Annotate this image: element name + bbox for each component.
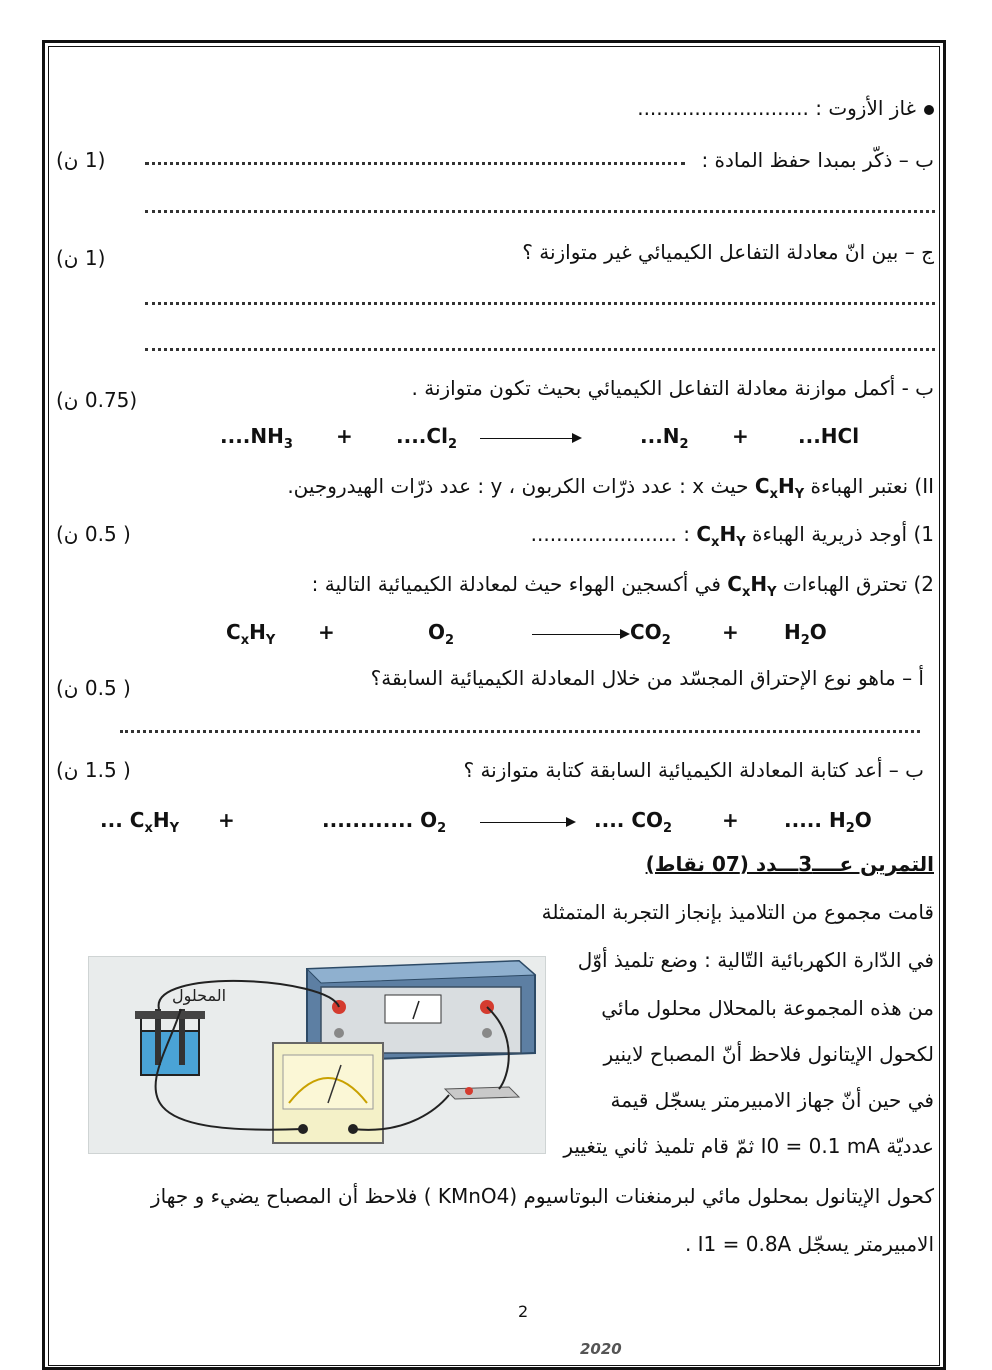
answer-dots [120,726,920,733]
points-label: (1 ن) [56,148,106,172]
exercise-3-text: في الدّارة الكهربائية التّالية : وضع تلميذ أوّل [577,948,934,972]
eq2-reactant-1: $C_xH_Y$ [226,620,276,648]
points-label: ( 0.5 ن) [56,676,131,700]
question-b: ب – أعد كتابة المعادلة الكيميائية السابقة كتابة متوازنة ؟ [463,758,924,782]
question-1: 1) أوجد ذريرية الهباءة $C_xH_Y$ : ....................... [530,522,934,550]
mass-conservation-question: ب – ذكّر بمبدا حفظ المادة : [701,148,934,172]
circuit-diagram-icon [89,957,545,1153]
exercise-3-text: لكحول الإيتانول فلاحظ أنّ المصباح لاينير [603,1042,934,1066]
exercise-3-text: قامت مجموع من التلاميذ بإنجاز التجربة المتمثلة [541,900,934,924]
eq3-product-1: .... $CO_2$ [594,808,673,836]
solution-label: المحلول [171,986,227,1005]
exercise-3-text: عدديّة I0 = 0.1 mA ثمّ قام تلميذ ثاني يتغيير [563,1134,934,1158]
points-label: ( 1.5 ن) [56,758,131,782]
eq2-plus: + [722,620,739,644]
bullet-icon [924,105,934,115]
exercise-3-text: كحول الإيتانول بمحلول مائي لبرمنغنات البوتاسيوم (KMnO4 ) فلاحظ أن المصباح يضيء و جهاز [150,1184,934,1208]
question-a: أ – ماهو نوع الإحتراق المجسّد من خلال المعادلة الكيميائية السابقة؟ [370,666,924,690]
eq2-reactant-2: $O_2$ [428,620,455,648]
reaction-arrow-icon [480,822,574,823]
eq2-product-1: $CO_2$ [630,620,671,648]
eq3-product-2: ..... $H_2O$ [784,808,872,836]
balance-question: ج – بين انّ معادلة التفاعل الكيميائي غير متوازنة ؟ [522,240,934,264]
exercise-3-text: الامبيرمتر يسجّل I1 = 0.8A . [684,1232,934,1256]
points-label: (0.75 ن) [56,388,138,412]
eq3-plus: + [722,808,739,832]
reaction-arrow-icon [532,634,628,635]
page-number: 2 [518,1302,529,1321]
exercise-3-title: التمرين عــــ3ـــدد (07 نقاط) [645,852,934,876]
complete-balance-question: ب - أكمل موازنة معادلة التفاعل الكيميائي بحيث تكون متوازنة . [411,376,934,400]
eq3-reactant-1: ... $C_xH_Y$ [100,808,180,836]
question-2: 2) تحترق الهباءات $C_xH_Y$ في أكسجين الهواء حيث لمعادلة الكيميائية التالية : [311,572,934,600]
eq1-product-2: ...HCl [798,424,860,448]
eq1-plus: + [732,424,749,448]
points-label: (1 ن) [56,246,106,270]
hydrocarbon-formula: $C_xH_Y$ [696,522,746,550]
reaction-arrow-icon [480,438,580,439]
answer-dots [145,298,935,305]
eq2-product-2: $H_2O$ [784,620,827,648]
eq1-reactant-1: $....NH_3$ [220,424,293,452]
year-stamp: 2020 [580,1340,622,1358]
eq1-plus: + [336,424,353,448]
eq3-reactant-2: ............ $O_2$ [322,808,447,836]
circuit-figure [88,956,546,1154]
answer-dots [145,344,935,351]
hydrocarbon-formula: $C_xH_Y$ [754,474,805,502]
exercise-3-text: في حين أنّ جهاز الامبيرمتر يسجّل قيمة [610,1088,934,1112]
answer-dots [145,158,685,165]
eq1-reactant-2: $....Cl_2$ [396,424,457,452]
exercise-3-text: من هذه المجموعة بالمحلال محلول مائي [601,996,934,1020]
part-ii-intro: II) نعتبر الهباءة $C_xH_Y$ حيث x : عدد ذرّات الكربون ، y : عدد ذرّات الهيدروجين. [287,474,934,502]
nitrogen-line: غاز الأزوت : ........................... [58,94,934,122]
eq3-plus: + [218,808,235,832]
answer-dots [145,206,935,213]
hydrocarbon-formula: $C_xH_Y$ [727,572,777,600]
eq1-product-1: $...N_2$ [640,424,689,452]
points-label: ( 0.5 ن) [56,522,131,546]
eq2-plus: + [318,620,335,644]
